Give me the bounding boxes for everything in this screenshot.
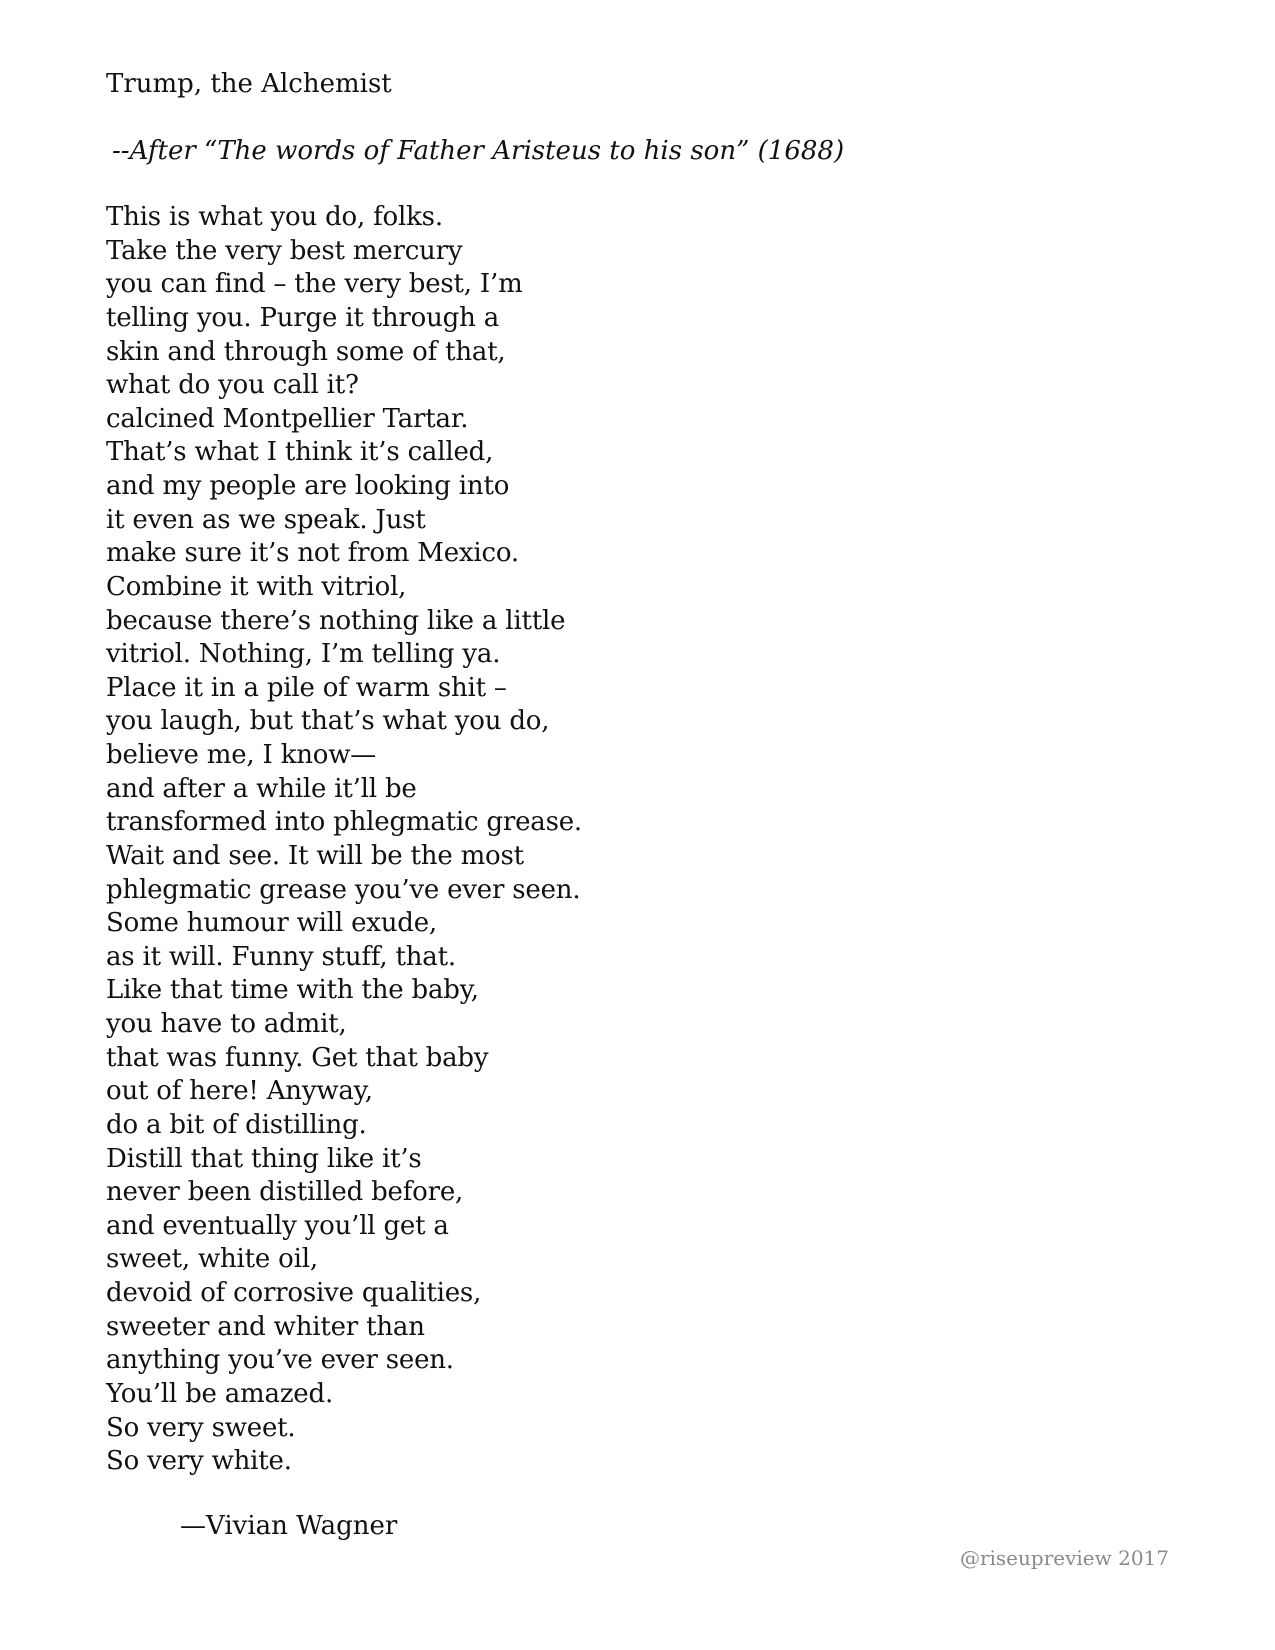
poem-author: —Vivian Wagner [180,1511,398,1541]
poem-line: Combine it with vitriol, [106,571,407,602]
poem-line: Like that time with the baby, [106,975,479,1006]
poem-line: devoid of corrosive qualities, [106,1278,482,1308]
poem-line: transformed into phlegmatic grease. [106,807,582,838]
poem-line: it even as we speak. Just [106,504,426,535]
poem-line: anything you’ve ever seen. [106,1345,454,1376]
copyright-credit: @riseupreview 2017 [959,1546,1169,1570]
poem-line: do a bit of distilling. [106,1109,367,1140]
poem-epigraph: --After “The words of Father Aristeus to his son” (1688) [112,136,845,166]
poem-line: and after a while it’ll be [106,773,417,804]
poem-line: So very white. [106,1446,292,1477]
poem-line: So very sweet. [106,1412,296,1443]
poem-line: skin and through some of that, [106,336,506,367]
poem-line: you have to admit, [106,1009,347,1039]
poem-line: This is what you do, folks. [106,202,443,232]
poem-line: sweeter and whiter than [106,1311,425,1342]
poem-line: what do you call it? [106,370,359,401]
poem-title: Trump, the Alchemist [106,69,392,99]
poem-line: you laugh, but that’s what you do, [106,706,550,737]
poem-line: and eventually you’ll get a [106,1210,449,1241]
poem-line: never been distilled before, [106,1177,464,1208]
poem-line: as it will. Funny stuff, that. [106,941,456,972]
poem-line: that was funny. Get that baby [106,1042,489,1073]
poem-line: Place it in a pile of warm shit – [106,672,507,703]
poem-line: Some humour will exude, [106,908,437,939]
poem-line: You’ll be amazed. [106,1378,334,1409]
poem-line: Take the very best mercury [106,235,463,266]
poem-line: sweet, white oil, [106,1244,318,1275]
poem-line: vitriol. Nothing, I’m telling ya. [106,639,501,670]
poem-body [106,201,582,1479]
poem-line: phlegmatic grease you’ve ever seen. [106,874,581,905]
poem-line: and my people are looking into [106,471,510,501]
poem-line: because there’s nothing like a little [106,605,566,636]
poem-line: Wait and see. It will be the most [106,840,524,871]
poem-line: you can find – the very best, I’m [106,269,523,300]
poem-line: calcined Montpellier Tartar. [106,403,469,434]
poem-line: telling you. Purge it through a [106,302,500,333]
poem-line: That’s what I think it’s called, [106,437,494,468]
poem-line: Distill that thing like it’s [106,1143,422,1174]
poem-line: out of here! Anyway, [106,1076,373,1107]
poem-line: believe me, I know— [106,740,377,770]
poem-line: make sure it’s not from Mexico. [106,538,519,569]
